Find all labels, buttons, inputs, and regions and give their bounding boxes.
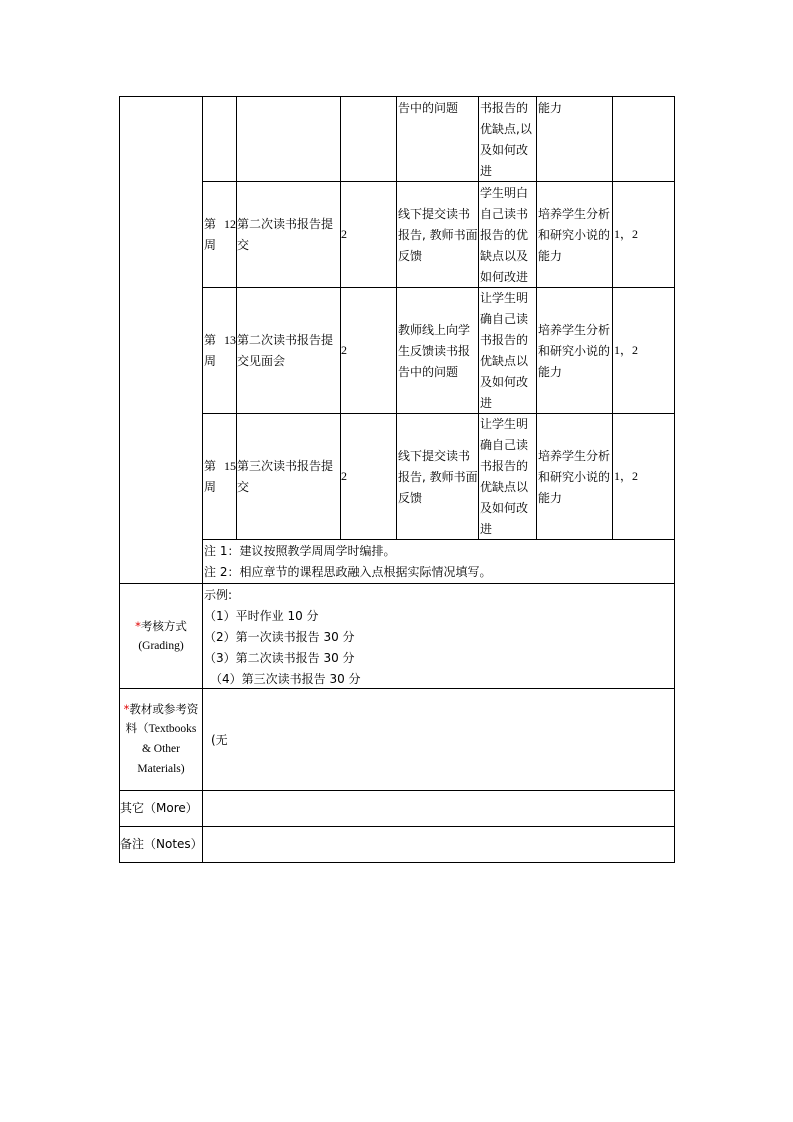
- row-1-goal-line: 如何改进: [480, 270, 529, 284]
- row-line-4: [202, 539, 675, 540]
- row-2-hours-value: 2: [341, 343, 347, 357]
- row-3-method: [398, 446, 478, 509]
- row-0-method-text: 告中的问题: [398, 101, 459, 115]
- row-2-week-prefix: 第: [204, 333, 217, 347]
- col-line-ability: [612, 96, 613, 540]
- row-1-ability-line: 和研究小说的: [538, 228, 611, 242]
- row-2-target: [614, 340, 638, 361]
- row-3-ability: [538, 446, 610, 509]
- grading-item: （3）第二次读书报告 30 分: [204, 651, 355, 665]
- row-3-week-number: 15: [224, 459, 236, 473]
- row-3-week-prefix: 第: [204, 459, 217, 473]
- required-star: *: [135, 619, 141, 633]
- row-3-week: [204, 456, 236, 498]
- row-2-week: [204, 330, 236, 372]
- row-3-ability-line: 和研究小说的: [538, 470, 611, 484]
- grading-label-en: (Grading): [138, 640, 184, 652]
- row-3-goal-line: 进: [480, 522, 493, 536]
- row-1-method-line: 反馈: [398, 249, 423, 263]
- section-line-notes: [119, 826, 675, 827]
- row-3-goal-line: 确自己读: [480, 438, 529, 452]
- required-star: *: [123, 702, 130, 716]
- row-0-method: [398, 98, 458, 119]
- row-1-target-value: 1，2: [614, 227, 639, 241]
- textbooks-label-line: 教材或参考资: [129, 702, 199, 716]
- row-2-method: [398, 320, 470, 383]
- remarks-label-text: 备注（Notes）: [120, 837, 203, 851]
- grading-label: [120, 616, 202, 656]
- grading-label-cn: 考核方式: [140, 619, 187, 633]
- row-1-method-line: 报告, 教师书面: [398, 228, 478, 242]
- row-0-goal-line: 优缺点,以: [480, 122, 532, 136]
- row-1-method-line: 线下提交读书: [398, 207, 471, 221]
- row-1-hours: [341, 224, 347, 245]
- row-2-week-number: 13: [224, 333, 236, 347]
- row-line-3: [202, 413, 675, 414]
- row-0-goal-line: 及如何改: [480, 143, 529, 157]
- row-2-goal-line: 优缺点以: [480, 354, 529, 368]
- remarks-label: [120, 834, 203, 855]
- row-2-content: [237, 330, 333, 372]
- row-2-content-line: 第二次读书报告提: [237, 333, 334, 347]
- row-2-ability-line: 和研究小说的: [538, 344, 611, 358]
- more-label: [120, 798, 198, 819]
- table-right-border: [674, 96, 675, 863]
- row-2-method-line: 告中的问题: [398, 365, 459, 379]
- row-3-hours-value: 2: [341, 469, 347, 483]
- row-3-week-suffix: 周: [204, 480, 217, 494]
- row-2-ability-line: 培养学生分析: [538, 323, 611, 337]
- label-column-divider: [202, 96, 203, 863]
- row-3-method-line: 线下提交读书: [398, 449, 471, 463]
- row-1-ability-line: 能力: [538, 249, 563, 263]
- more-label-text: 其它（More）: [120, 801, 198, 815]
- row-line-2: [202, 287, 675, 288]
- section-line-textbooks: [119, 688, 675, 689]
- textbooks-value-text: (无: [211, 733, 228, 747]
- row-3-goal-line: 让学生明: [480, 417, 529, 431]
- row-3-ability-line: 培养学生分析: [538, 449, 611, 463]
- textbooks-label-line: 料（Textbooks: [125, 723, 197, 735]
- col-line-method: [478, 96, 479, 540]
- row-0-goal: [480, 98, 532, 182]
- section-line-grading: [119, 583, 675, 584]
- row-3-content: [237, 456, 333, 498]
- row-3-target-value: 1，2: [614, 469, 639, 483]
- row-3-goal-line: 优缺点以: [480, 480, 529, 494]
- row-1-week-suffix: 周: [204, 238, 217, 252]
- row-3-ability-line: 能力: [538, 491, 563, 505]
- grading-content: [204, 585, 361, 690]
- schedule-note-1: 注 1：建议按照教学周周学时编排。: [204, 544, 396, 558]
- row-3-goal: [480, 414, 528, 540]
- section-line-more: [119, 790, 675, 791]
- row-1-method: [398, 204, 478, 267]
- row-1-target: [614, 224, 638, 245]
- col-line-goal: [536, 96, 537, 540]
- textbooks-value: [211, 730, 228, 751]
- row-3-goal-line: 及如何改: [480, 501, 529, 515]
- grading-item: （1）平时作业 10 分: [204, 609, 319, 623]
- schedule-notes: [204, 541, 491, 583]
- row-1-goal-line: 自己读书: [480, 207, 529, 221]
- row-0-goal-line: 书报告的: [480, 101, 529, 115]
- row-line-1: [202, 181, 675, 182]
- row-3-method-line: 反馈: [398, 491, 423, 505]
- row-0-ability-text: 能力: [538, 101, 563, 115]
- row-2-method-line: 生反馈读书报: [398, 344, 471, 358]
- textbooks-label: [120, 699, 202, 779]
- row-2-target-value: 1，2: [614, 343, 639, 357]
- row-1-goal-line: 学生明白: [480, 186, 529, 200]
- row-3-method-line: 报告, 教师书面: [398, 470, 478, 484]
- schedule-note-2: 注 2：相应章节的课程思政融入点根据实际情况填写。: [204, 565, 492, 579]
- row-3-content-line: 第三次读书报告提: [237, 459, 334, 473]
- row-3-hours: [341, 466, 347, 487]
- row-2-method-line: 教师线上向学: [398, 323, 471, 337]
- row-2-hours: [341, 340, 347, 361]
- row-1-week-prefix: 第: [204, 217, 217, 231]
- textbooks-label-line: & Other: [141, 743, 180, 755]
- row-0-goal-line: 进: [480, 164, 493, 178]
- row-1-goal-line: 缺点以及: [480, 249, 529, 263]
- row-2-content-line: 交见面会: [237, 354, 286, 368]
- row-3-goal-line: 书报告的: [480, 459, 529, 473]
- row-2-goal-line: 书报告的: [480, 333, 529, 347]
- row-2-ability-line: 能力: [538, 365, 563, 379]
- textbooks-label-line: Materials): [137, 763, 185, 775]
- row-1-content-line: 交: [237, 238, 250, 252]
- row-1-ability-line: 培养学生分析: [538, 207, 611, 221]
- row-2-goal-line: 进: [480, 396, 493, 410]
- row-1-content-line: 第二次读书报告提: [237, 217, 334, 231]
- row-1-week-number: 12: [224, 217, 236, 231]
- row-1-week: [204, 214, 236, 256]
- row-1-content: [237, 214, 333, 256]
- grading-item: （2）第一次读书报告 30 分: [204, 630, 355, 644]
- row-2-goal-line: 让学生明: [480, 291, 529, 305]
- row-1-goal-line: 报告的优: [480, 228, 529, 242]
- row-2-goal-line: 及如何改: [480, 375, 529, 389]
- grading-item: 示例:: [204, 588, 233, 602]
- row-0-ability: [538, 98, 562, 119]
- row-1-hours-value: 2: [341, 227, 347, 241]
- row-2-ability: [538, 320, 610, 383]
- row-2-goal: [480, 288, 528, 414]
- row-2-week-suffix: 周: [204, 354, 217, 368]
- row-3-target: [614, 466, 638, 487]
- grading-item: （4）第三次读书报告 30 分: [210, 672, 361, 686]
- row-2-goal-line: 确自己读: [480, 312, 529, 326]
- row-1-goal: [480, 183, 528, 288]
- row-1-ability: [538, 204, 610, 267]
- row-3-content-line: 交: [237, 480, 250, 494]
- col-line-hours: [396, 96, 397, 540]
